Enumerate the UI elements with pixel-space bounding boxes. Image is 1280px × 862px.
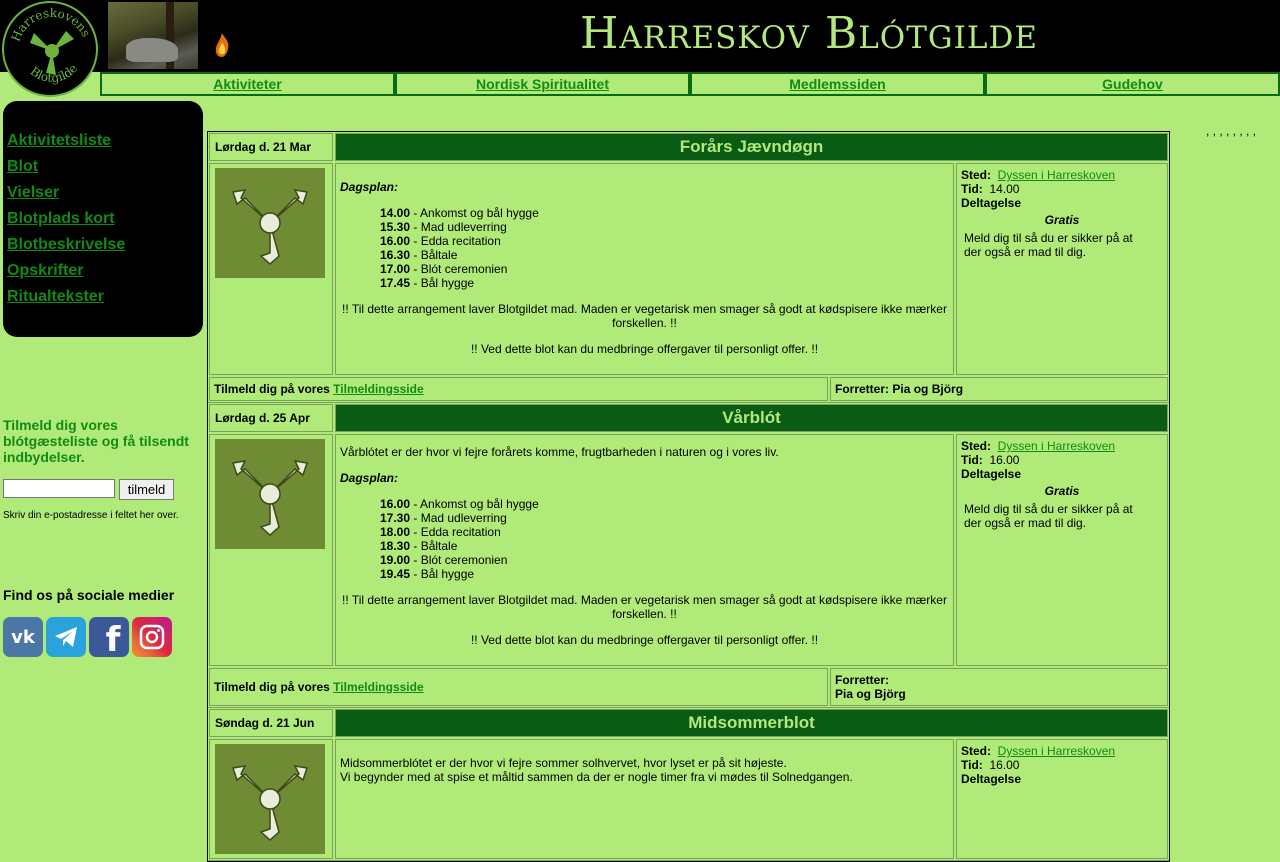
event-image-cell (209, 434, 333, 666)
social-title: Find os på sociale medier (3, 587, 175, 603)
place-link[interactable]: Dyssen i Harreskoven (997, 744, 1116, 758)
sidebar-item-aktivitetsliste[interactable]: Aktivitetsliste (7, 132, 112, 149)
event-date: Søndag d. 21 Jun (209, 709, 333, 737)
site-title: Harreskov Blótgilde (580, 8, 1038, 59)
event-description: Dagsplan: 14.00 - Ankomst og bål hygge 15.30 - Mad udleverring 16.00 - Edda recitation 16.30 - Båltale 17.00 - Blót ceremonien 17.45 - Bål hygge !! Til dette arrangement laver Blotgildet mad. Maden er vegetarisk men smager så godt at kødspisere ikke mærker forskellen. !! !! Ved dette blot kan du medbringe offergaver til personligt offer. !! (335, 163, 954, 375)
logo-text-bottom: Blotgilde (27, 61, 81, 86)
nav-aktiviteter[interactable]: Aktiviteter (100, 72, 395, 96)
offering-note: !! Ved dette blot kan du medbringe offergaver til personligt offer. !! (470, 633, 819, 647)
event-officiants: Forretter: Pia og Björg (830, 668, 1168, 706)
vk-icon[interactable]: vk (3, 617, 43, 657)
email-field[interactable] (3, 479, 115, 498)
site-logo[interactable] (2, 1, 98, 97)
plan-item: 16.30 - Båltale (380, 248, 458, 262)
plan-list (380, 497, 949, 581)
svg-text:Harreskovens (9, 6, 94, 44)
sidebar-item-blotbeskrivelse[interactable]: Blotbeskrivelse (7, 236, 126, 253)
plan-item: 16.00 - Ankomst og bål hygge (380, 497, 539, 511)
right-note: , , , , , , , , (1206, 124, 1257, 138)
plan-title: Dagsplan (340, 180, 395, 194)
nav-nordisk-spiritualitet[interactable]: Nordisk Spiritualitet (395, 72, 690, 96)
event-row (208, 403, 1169, 708)
logo-text-top: Harreskovens (8, 5, 94, 44)
triskele-icon (215, 168, 325, 278)
subscribe-hint: Skriv din e-postadresse i feltet her over. (3, 510, 179, 521)
event-date: Lørdag d. 25 Apr (209, 404, 333, 432)
sidebar-menu (3, 101, 203, 337)
offering-note: !! Ved dette blot kan du medbringe offergaver til personligt offer. !! (470, 342, 819, 356)
price: Gratis (1044, 484, 1080, 498)
subscribe-button[interactable]: tilmeld (119, 479, 174, 500)
place-link[interactable]: Dyssen i Harreskoven (997, 168, 1116, 182)
signup-note: Meld dig til så du er sikker på at der også er mad til dig. (964, 231, 1133, 259)
plan-item: 19.00 - Blót ceremonien (380, 553, 508, 567)
sidebar-item-opskrifter[interactable]: Opskrifter (7, 262, 84, 279)
event-row (208, 708, 1169, 861)
event-image-cell (209, 739, 333, 859)
events-table (207, 131, 1170, 862)
event-row (208, 132, 1169, 403)
main-nav (100, 72, 1280, 96)
signup-link[interactable]: Tilmeldingsside (333, 382, 424, 396)
social-links (3, 617, 175, 660)
sidebar-item-blotplads-kort[interactable]: Blotplads kort (7, 210, 115, 227)
plan-item: 17.00 - Blót ceremonien (380, 262, 508, 276)
event-info: Sted: Dyssen i Harreskoven Tid: 14.00 Deltagelse Gratis Meld dig til så du er sikker på at der også er mad til dig. (956, 163, 1168, 375)
subscribe-text: Tilmeld dig vores blótgæsteliste og få tilsendt indbydelser. (3, 417, 189, 465)
plan-list (380, 206, 949, 290)
food-note: !! Til dette arrangement laver Blotgildet mad. Maden er vegetarisk men smager så godt at kødspisere ikke mærker forskellen. !! (342, 593, 947, 621)
food-note: !! Til dette arrangement laver Blotgildet mad. Maden er vegetarisk men smager så godt at kødspisere ikke mærker forskellen. !! (342, 302, 947, 330)
signup-link[interactable]: Tilmeldingsside (333, 680, 424, 694)
event-description (335, 739, 954, 859)
telegram-icon[interactable] (46, 617, 86, 657)
triskele-icon (215, 439, 325, 549)
event-intro-2: Vi begynder med at spise et måltid sammen da der er nogle timer fra vi mødes til Solnedgangen. (340, 770, 853, 784)
site-header (0, 0, 1280, 72)
event-intro: Vårblótet er der hvor vi fejre forårets komme, frugtbarheden i naturen og i vores liv. (340, 445, 779, 459)
plan-item: 17.30 - Mad udleverring (380, 511, 507, 525)
event-date: Lørdag d. 21 Mar (209, 133, 333, 161)
price: Gratis (1044, 213, 1080, 227)
event-info: Sted: Dyssen i Harreskoven Tid: 16.00 Deltagelse Gratis Meld dig til så du er sikker på at der også er mad til dig. (956, 434, 1168, 666)
event-info: Sted: Dyssen i Harreskoven Tid: 16.00 Deltagelse (956, 739, 1168, 859)
flame-icon (211, 32, 233, 63)
svg-text:Blotgilde (28, 61, 81, 85)
sidebar-item-ritualtekster[interactable]: Ritualtekster (7, 288, 104, 305)
facebook-icon[interactable]: f (89, 617, 129, 657)
plan-item: 18.30 - Båltale (380, 539, 458, 553)
event-title: Forårs Jævndøgn (335, 133, 1168, 161)
plan-title: Dagsplan (340, 471, 395, 485)
sidebar-item-vielser[interactable]: Vielser (7, 184, 60, 201)
place-link[interactable]: Dyssen i Harreskoven (997, 439, 1116, 453)
header-photo (108, 2, 198, 69)
event-intro: Midsommerblótet er der hvor vi fejre sommer solhvervet, hvor lyset er på sit højeste. (340, 756, 787, 770)
nav-gudehov[interactable]: Gudehov (985, 72, 1280, 96)
event-signup: Tilmeld dig på vores Tilmeldingsside (209, 668, 828, 706)
event-title: Midsommerblot (335, 709, 1168, 737)
sidebar-item-blot[interactable]: Blot (7, 158, 39, 175)
plan-item: 17.45 - Bål hygge (380, 276, 475, 290)
plan-item: 19.45 - Bål hygge (380, 567, 475, 581)
event-description: Vårblótet er der hvor vi fejre forårets komme, frugtbarheden i naturen og i vores liv. Dagsplan: 16.00 - Ankomst og bål hygge 17.30 - Mad udleverring 18.00 - Edda recitation 18.30 - Båltale 19.00 - Blót ceremonien 19.45 - Bål hygge !! Til dette arrangement laver Blotgildet mad. Maden er vegetarisk men smager så godt at kødspisere ikke mærker forskellen. !! !! Ved dette blot kan du medbringe offergaver til personligt offer. !! (335, 434, 954, 666)
plan-item: 14.00 - Ankomst og bål hygge (380, 206, 539, 220)
plan-item: 16.00 - Edda recitation (380, 234, 501, 248)
event-title: Vårblót (335, 404, 1168, 432)
nav-medlemssiden[interactable]: Medlemssiden (690, 72, 985, 96)
event-signup: Tilmeld dig på vores Tilmeldingsside (209, 377, 828, 401)
signup-note: Meld dig til så du er sikker på at der også er mad til dig. (964, 502, 1133, 530)
plan-item: 15.30 - Mad udleverring (380, 220, 507, 234)
event-image-cell (209, 163, 333, 375)
triskele-icon (215, 744, 325, 854)
plan-item: 18.00 - Edda recitation (380, 525, 501, 539)
instagram-icon[interactable] (132, 617, 172, 657)
event-officiants: Forretter: Pia og Björg (830, 377, 1168, 401)
